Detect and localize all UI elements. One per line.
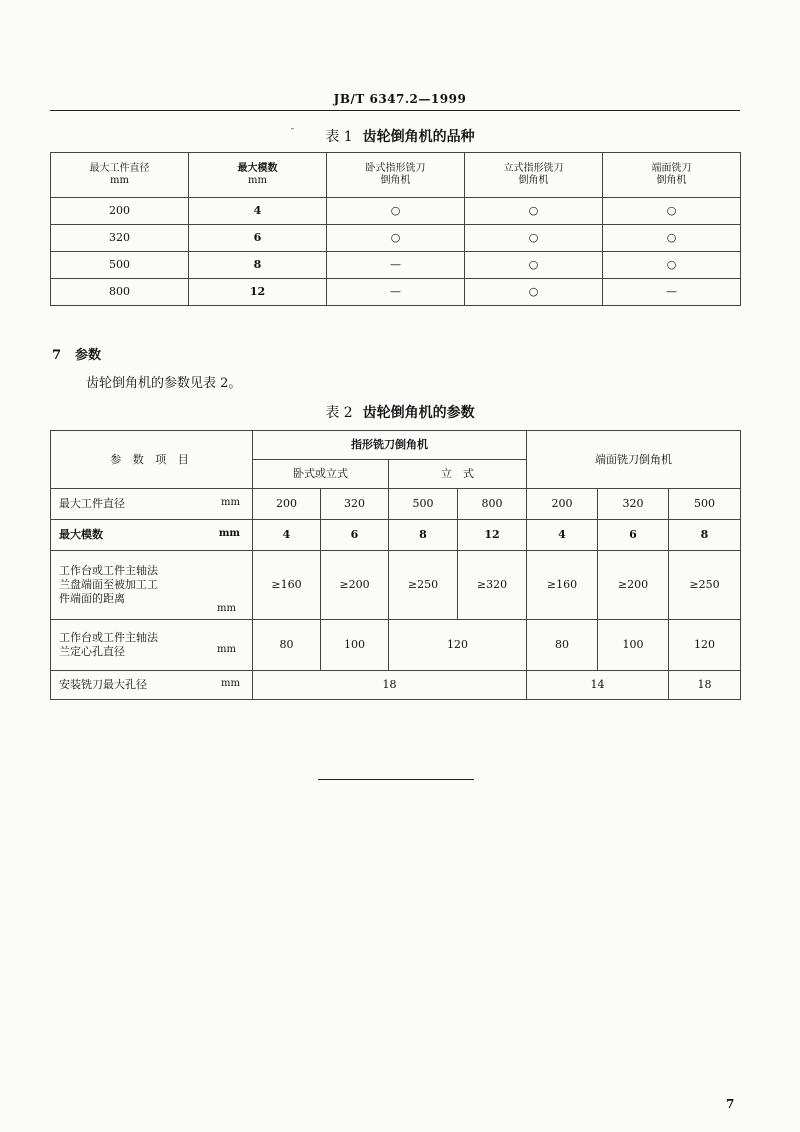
table-row <box>51 198 741 225</box>
table-cell: 8 <box>669 520 741 551</box>
table-cell: 100 <box>321 620 389 671</box>
table1-caption-title: 齿轮倒角机的品种 <box>362 129 475 145</box>
table-cell: 8 <box>189 252 327 279</box>
table-cell: 200 <box>253 489 321 520</box>
table-cell: 6 <box>321 520 389 551</box>
table-cell: 8 <box>389 520 458 551</box>
table1-header-cell: 最大工件直径 mm <box>51 153 189 198</box>
table-cell: 120 <box>389 620 527 671</box>
row-label: 工作台或工件主轴法 兰定心孔直径 mm <box>51 620 253 671</box>
table-cell: ○ <box>465 252 603 279</box>
table-cell: 500 <box>51 252 189 279</box>
table-cell: ≥200 <box>321 551 389 620</box>
table-cell: ≥200 <box>598 551 669 620</box>
section-paragraph: 齿轮倒角机的参数见表 2。 <box>86 376 242 391</box>
section-title: 参数 <box>75 348 102 363</box>
finger-cutter-group-header: 指形铣刀倒角机 <box>253 431 527 460</box>
table-cell: ≥320 <box>458 551 527 620</box>
table-cell: 80 <box>527 620 598 671</box>
table1-header-cell: 卧式指形铣刀 倒角机 <box>327 153 465 198</box>
table-cell: 18 <box>669 671 741 700</box>
table-cell: ≥160 <box>253 551 321 620</box>
table-cell: ○ <box>603 225 741 252</box>
table-cell: ○ <box>327 225 465 252</box>
section-heading <box>52 344 101 363</box>
table-cell: 18 <box>253 671 527 700</box>
table1-header-cell: 端面铣刀 倒角机 <box>603 153 741 198</box>
table-cell: 800 <box>458 489 527 520</box>
scan-mark: ˉ <box>290 128 295 139</box>
table-cell: 4 <box>253 520 321 551</box>
row-label: 最大模数 mm <box>51 520 253 551</box>
param-header: 参 数 项 目 <box>51 431 253 489</box>
section-number: 7 <box>52 348 62 363</box>
table-row <box>51 225 741 252</box>
table-cell: ○ <box>465 198 603 225</box>
table-row <box>51 489 741 520</box>
table-cell: ≥250 <box>389 551 458 620</box>
table2-header-row <box>51 431 741 460</box>
table-row <box>51 671 741 700</box>
table-cell: 200 <box>527 489 598 520</box>
face-cutter-group-header: 端面铣刀倒角机 <box>527 431 741 489</box>
table-cell: 200 <box>51 198 189 225</box>
table1-header-cell: 立式指形铣刀 倒角机 <box>465 153 603 198</box>
table-row <box>51 520 741 551</box>
table-cell: ○ <box>603 198 741 225</box>
vertical-header: 立 式 <box>389 460 527 489</box>
table-row <box>51 279 741 306</box>
table-row <box>51 620 741 671</box>
table1-varieties <box>50 152 741 306</box>
table-cell: 6 <box>598 520 669 551</box>
table-cell: 320 <box>598 489 669 520</box>
page-number: 7 <box>726 1097 735 1111</box>
table-cell: — <box>327 279 465 306</box>
table-cell: ○ <box>465 279 603 306</box>
table-row <box>51 252 741 279</box>
table-cell: ≥160 <box>527 551 598 620</box>
table-cell: 6 <box>189 225 327 252</box>
table2-caption-number: 表 2 <box>325 405 353 421</box>
table-cell: 4 <box>189 198 327 225</box>
table-cell: ≥250 <box>669 551 741 620</box>
table-cell: 800 <box>51 279 189 306</box>
table-cell: ○ <box>465 225 603 252</box>
table1-caption-number: 表 1 <box>325 129 353 145</box>
table-cell: 80 <box>253 620 321 671</box>
row-label: 最大工件直径 mm <box>51 489 253 520</box>
table-cell: ○ <box>603 252 741 279</box>
table-cell: 500 <box>669 489 741 520</box>
table2-caption <box>0 402 800 422</box>
table-cell: ○ <box>327 198 465 225</box>
table-row <box>51 551 741 620</box>
table-cell: 4 <box>527 520 598 551</box>
end-rule <box>318 779 474 780</box>
table-cell: 14 <box>527 671 669 700</box>
table-cell: — <box>327 252 465 279</box>
table2-parameters <box>50 430 741 700</box>
header-rule <box>50 110 740 111</box>
table1-header-cell: 最大模数 mm <box>189 153 327 198</box>
table-cell: 12 <box>458 520 527 551</box>
table-cell: 12 <box>189 279 327 306</box>
table-cell: 100 <box>598 620 669 671</box>
table-cell: 320 <box>51 225 189 252</box>
standard-code-header: JB/T 6347.2—1999 <box>333 92 467 106</box>
row-label: 安装铣刀最大孔径 mm <box>51 671 253 700</box>
row-label: 工作台或工件主轴法 兰盘端面至被加工工 件端面的距离 mm <box>51 551 253 620</box>
table1-header-row <box>51 153 741 198</box>
table2-caption-title: 齿轮倒角机的参数 <box>362 405 475 421</box>
table-cell: 320 <box>321 489 389 520</box>
table1-caption <box>0 126 800 146</box>
horizontal-or-vertical-header: 卧式或立式 <box>253 460 389 489</box>
table-cell: 500 <box>389 489 458 520</box>
table-cell: — <box>603 279 741 306</box>
table-cell: 120 <box>669 620 741 671</box>
